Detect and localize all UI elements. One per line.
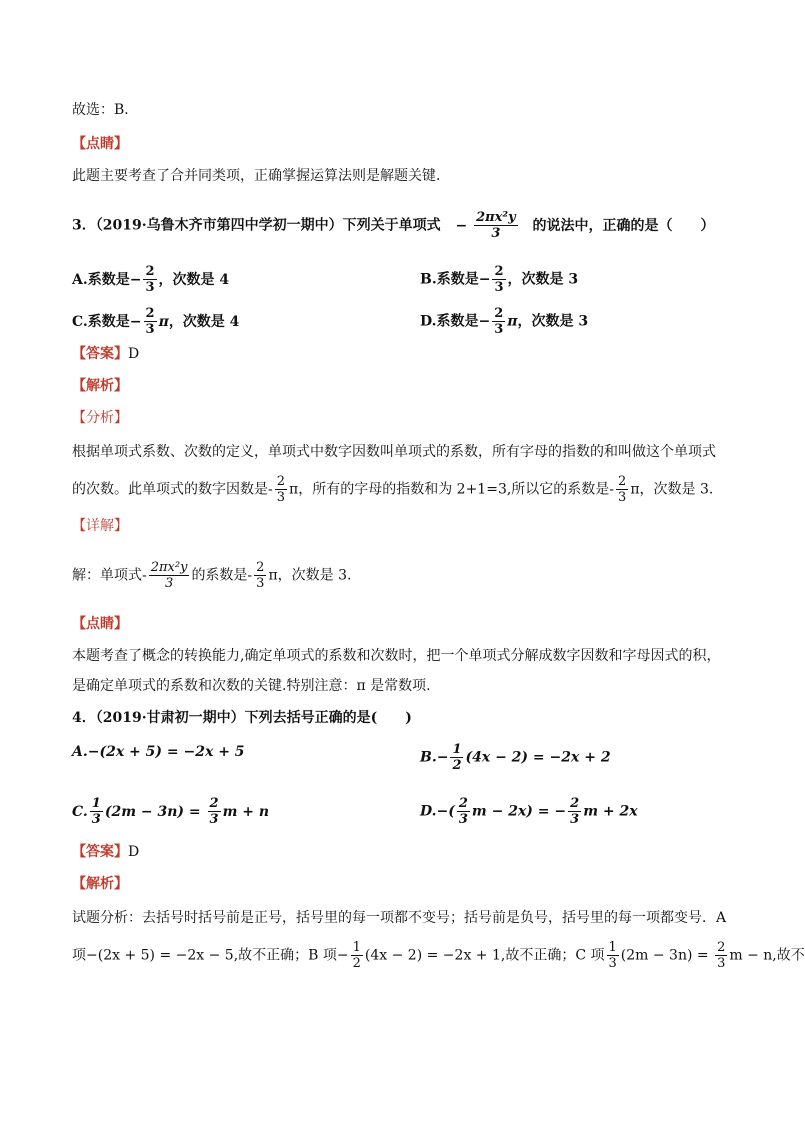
q3-d-frac: [492, 306, 505, 337]
q4-an-f2-num: 1: [608, 940, 617, 955]
q3-xj-b: 的系数是-: [191, 567, 253, 584]
q3-b-den: 3: [494, 280, 504, 295]
q4-options-row1: [72, 742, 732, 773]
q4-b-num: 1: [452, 742, 462, 757]
q3-stem: [72, 210, 715, 241]
q3-answer: [72, 344, 139, 364]
q3-b-num: 2: [494, 264, 504, 279]
q4-an-l2a: 项−(2x + 5) = −2x − 5,故不正确；B 项−: [72, 947, 349, 964]
q4-c-den: 3: [91, 812, 101, 827]
q4-d-num2: 2: [570, 796, 580, 811]
q4-an-f1-den: 2: [352, 956, 361, 971]
q4-an-l2d: m − n,故不: [729, 947, 805, 964]
q4-an-f3-den: 3: [717, 956, 726, 971]
q3-fenxi-pi2: π: [630, 481, 640, 498]
q4-option-d: [420, 796, 638, 827]
q4-d-frac2: [568, 796, 581, 827]
q4-d-den2: 3: [570, 812, 580, 827]
q3-fenxi-f2-den: 3: [618, 490, 627, 505]
q3-fenxi-l2c: ，次数是 3.: [639, 481, 714, 498]
q3-fenxi-pi1: π: [289, 481, 299, 498]
q3-fenxi-l2a: 的次数。此单项式的数字因数是-: [72, 481, 273, 498]
q3-xj-f-den: 3: [256, 576, 265, 591]
dianjing-label-1: 【点睛】: [72, 136, 128, 152]
q3-option-c: [72, 306, 240, 337]
q4-c-frac1: [90, 796, 103, 827]
q4-options-row2: [72, 796, 732, 827]
q3-c-pi: π: [158, 313, 169, 330]
q3-a-frac: [143, 264, 156, 295]
q4-option-b: [420, 742, 611, 773]
q3-xj-c: ，次数是 3.: [277, 567, 352, 584]
q3-a-den: 3: [145, 280, 155, 295]
q3-dianjing-line1: 本题考查了概念的转换能力,确定单项式的系数和次数时，把一个单项式分解成数字因数和字母因式的积，: [72, 648, 721, 664]
q3-c-frac: [144, 306, 157, 337]
q3-xiangjie-label: 【详解】: [72, 518, 128, 534]
q4-b-den: 2: [452, 758, 462, 773]
q3-dianjing-label: 【点睛】: [72, 616, 128, 632]
q3-answer-value: D: [128, 346, 140, 362]
q3-xj-a: 解：单项式-: [72, 567, 147, 584]
q3-dianjing-line2: 是确定单项式的系数和次数的关键.特别注意：π 是常数项.: [72, 678, 431, 694]
q3-d-den: 3: [494, 322, 504, 337]
q3-c-num: 2: [145, 306, 155, 321]
q4-an-frac1: [351, 940, 363, 971]
q3-stem-pre: 3．（2019·乌鲁木齐市第四中学初一期中）下列关于单项式: [72, 217, 441, 234]
q3-a-num: 2: [145, 264, 155, 279]
q4-d-den: 3: [458, 812, 468, 827]
q3-option-d: [420, 306, 588, 337]
q4-c-den2: 3: [209, 812, 219, 827]
q3-jiexi-label: 【解析】: [72, 378, 128, 394]
q4-an-f2-den: 3: [608, 956, 617, 971]
q3-d-pre: D.系数是: [420, 313, 479, 330]
q3-b-sign: −: [478, 271, 491, 288]
q3-xiangjie-line: [72, 560, 351, 591]
q3-fenxi-frac2: [616, 474, 628, 505]
q3-b-frac: [492, 264, 505, 295]
q4-d-frac1: [457, 796, 470, 827]
q3-b-pre: B.系数是: [420, 271, 479, 288]
dianjing-text-1: 此题主要考查了合并同类项，正确掌握运算法则是解题关键．: [72, 168, 450, 184]
q3-stem-minus: −: [455, 217, 468, 234]
q3-option-b: [420, 264, 578, 295]
q3-d-pi: π: [507, 313, 518, 330]
q3-d-sign: −: [478, 313, 491, 330]
q4-d-post: m + 2x: [583, 803, 638, 820]
q3-fenxi-line1: 根据单项式系数、次数的定义，单项式中数字因数叫单项式的系数，所有字母的指数的和叫做这个单项式: [72, 444, 716, 460]
q3-fenxi-f2-num: 2: [618, 474, 627, 489]
q4-b-pre: B.−: [420, 749, 449, 766]
q3-d-post: ，次数是 3: [517, 313, 589, 330]
q3-fenxi-line2: [72, 474, 713, 505]
q3-b-post: ，次数是 3: [507, 271, 579, 288]
q3-a-post: ，次数是 4: [158, 271, 230, 288]
q4-an-l2c: (2m − 3n) =: [620, 947, 714, 964]
q4-c-mid: (2m − 3n) =: [104, 803, 206, 820]
q4-c-frac2: [208, 796, 221, 827]
q3-fenxi-f1-num: 2: [276, 474, 286, 489]
q3-stem-post: 的说法中，正确的是（ ）: [532, 217, 715, 234]
q3-xj-pi: π: [268, 567, 278, 584]
q4-c-post: m + n: [222, 803, 270, 820]
q4-stem: 4．（2019·甘肃初一期中）下列去括号正确的是( ): [72, 710, 412, 726]
q3-xj-frac-main: [149, 560, 190, 591]
q3-fenxi-f1-den: 3: [276, 490, 286, 505]
q3-xj-den: 3: [164, 576, 174, 591]
q4-answer-label: 【答案】: [72, 844, 128, 860]
q4-analysis-line2: [72, 940, 805, 971]
q4-c-num: 1: [91, 796, 101, 811]
q3-fenxi-frac1: [275, 474, 287, 505]
q4-an-frac2: [607, 940, 619, 971]
q4-jiexi-label: 【解析】: [72, 876, 128, 892]
q3-option-a: [72, 264, 230, 295]
q4-c-num2: 2: [209, 796, 219, 811]
q4-d-mid: m − 2x) = −: [471, 803, 567, 820]
q3-stem-fraction: [474, 210, 518, 241]
q3-xj-num: 2πx²y: [150, 560, 188, 575]
q3-d-num: 2: [494, 306, 504, 321]
q3-fenxi-l2b: ，所有的字母的指数和为 2+1=3,所以它的系数是-: [298, 481, 615, 498]
q4-analysis-line1: 试题分析：去括号时括号前是正号，括号里的每一项都不变号；括号前是负号，括号里的每一项都变号．A: [72, 910, 727, 926]
q3-c-post: ，次数是 4: [168, 313, 240, 330]
q4-option-a: A.−(2x + 5) = −2x + 5: [72, 744, 245, 760]
q4-b-frac: [450, 742, 463, 773]
q3-a-pre: A.系数是: [72, 271, 130, 288]
q3-answer-label: 【答案】: [72, 346, 128, 362]
q4-d-pre: D.−(: [420, 803, 455, 820]
q3-c-den: 3: [145, 322, 155, 337]
q3-c-sign: −: [129, 313, 142, 330]
q3-xj-frac: [254, 560, 266, 591]
q3-options-row2: [72, 306, 732, 337]
q4-b-post: (4x − 2) = −2x + 2: [465, 749, 611, 766]
q4-an-f1-num: 1: [352, 940, 361, 955]
q4-c-pre: C.: [72, 803, 88, 820]
q4-an-f3-num: 2: [717, 940, 726, 955]
q3-options-row1: [72, 264, 732, 295]
q3-stem-numerator: 2πx²y: [476, 210, 516, 225]
q4-d-num: 2: [458, 796, 468, 811]
conclusion-line: 故选：B．: [72, 102, 139, 118]
q3-fenxi-label: 【分析】: [72, 410, 128, 426]
q3-c-pre: C.系数是: [72, 313, 130, 330]
q3-stem-denominator: 3: [491, 226, 501, 241]
q3-a-sign: −: [129, 271, 142, 288]
q4-answer: [72, 842, 139, 862]
q4-answer-value: D: [128, 844, 140, 860]
q4-option-c: [72, 796, 270, 827]
q4-an-l2b: (4x − 2) = −2x + 1,故不正确；C 项: [364, 947, 605, 964]
q3-xj-f-num: 2: [256, 560, 265, 575]
q4-an-frac3: [715, 940, 727, 971]
